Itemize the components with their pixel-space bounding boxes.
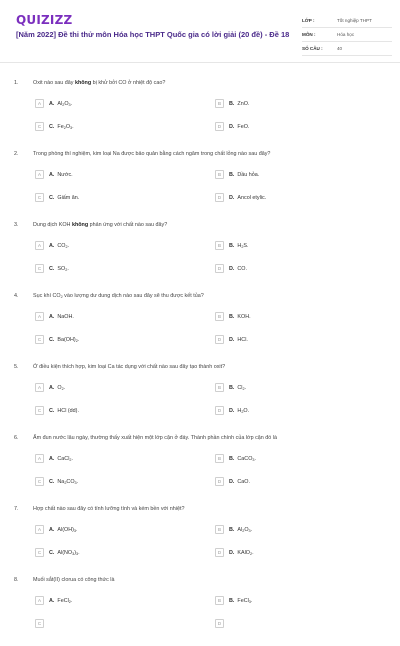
- answer-option-c[interactable]: [35, 193, 79, 202]
- option-letter: B.: [229, 526, 235, 533]
- option-checkbox[interactable]: D: [215, 619, 224, 628]
- option-letter: C.: [49, 265, 55, 272]
- option-text: NaOH.: [57, 313, 74, 320]
- answer-option-a[interactable]: [35, 454, 73, 463]
- option-letter: B.: [229, 597, 235, 604]
- question-number: 5.: [14, 364, 19, 370]
- option-checkbox[interactable]: C: [35, 193, 44, 202]
- question-item: [0, 291, 400, 362]
- answer-option-c[interactable]: [35, 264, 69, 273]
- option-checkbox[interactable]: A: [35, 525, 44, 534]
- option-text: Dầu hỏa.: [237, 171, 260, 178]
- option-checkbox[interactable]: C: [35, 264, 44, 273]
- option-letter: B.: [229, 384, 235, 391]
- answer-option-d[interactable]: [215, 335, 248, 344]
- option-letter: A.: [49, 171, 55, 178]
- answer-option-b[interactable]: [215, 241, 249, 250]
- option-checkbox[interactable]: C: [35, 335, 44, 344]
- option-text: $Na_2CO_3$.: [57, 478, 79, 485]
- option-checkbox[interactable]: D: [215, 335, 224, 344]
- answer-option-d[interactable]: [215, 548, 254, 557]
- meta-value: Tốt nghiệp THPT: [337, 18, 372, 23]
- option-text: FeO.: [237, 123, 250, 130]
- option-letter: D.: [229, 336, 235, 343]
- option-checkbox[interactable]: B: [215, 99, 224, 108]
- option-letter: D.: [229, 265, 235, 272]
- option-checkbox[interactable]: B: [215, 454, 224, 463]
- option-text: $O_2$.: [57, 384, 66, 391]
- option-letter: D.: [229, 478, 235, 485]
- option-checkbox[interactable]: D: [215, 548, 224, 557]
- option-checkbox[interactable]: C: [35, 548, 44, 557]
- option-checkbox[interactable]: A: [35, 596, 44, 605]
- document-title: [Năm 2022] Đề thi thử môn Hóa học THPT Quốc gia có lời giải (20 đề) - Đề 18: [16, 30, 290, 39]
- question-item: [0, 149, 400, 220]
- option-checkbox[interactable]: B: [215, 170, 224, 179]
- option-checkbox[interactable]: A: [35, 170, 44, 179]
- answer-option-c[interactable]: [35, 406, 79, 415]
- option-text: FeCl$_2$.: [57, 597, 73, 604]
- option-checkbox[interactable]: A: [35, 99, 44, 108]
- answer-option-a[interactable]: [35, 99, 72, 108]
- option-letter: B.: [229, 171, 235, 178]
- option-text: ZnO.: [237, 100, 250, 107]
- option-letter: C.: [49, 478, 55, 485]
- option-text: $Cl_2$.: [237, 384, 247, 391]
- meta-label: MÔN :: [302, 32, 316, 37]
- answer-option-d[interactable]: [215, 477, 250, 486]
- question-item: [0, 78, 400, 149]
- question-item: [0, 433, 400, 504]
- option-text: $Al(NO_3)_3$.: [57, 549, 80, 556]
- question-text: Ấm đun nước lâu ngày, thường thấy xuất hiện một lớp cặn ở đáy. Thành phần chính của lớp cặn đó là: [33, 435, 277, 441]
- option-letter: D.: [229, 549, 235, 556]
- header-divider: [0, 62, 400, 63]
- option-letter: B.: [229, 100, 235, 107]
- question-text: Sục khí $CO_2$ vào lượng dư dung dịch nào sau đây sẽ thu được kết tủa?: [33, 293, 204, 299]
- option-checkbox[interactable]: D: [215, 264, 224, 273]
- meta-row-count: [302, 42, 392, 56]
- option-checkbox[interactable]: A: [35, 241, 44, 250]
- option-text: CaCl$_2$.: [57, 455, 73, 462]
- answer-option-c[interactable]: [35, 477, 78, 486]
- answer-option-c[interactable]: [35, 548, 80, 557]
- question-text: Trong phòng thí nghiệm, kim loại Na được bảo quản bằng cách ngâm trong chất lỏng nào sau đây?: [33, 151, 271, 157]
- option-letter: D.: [229, 123, 235, 130]
- answer-option-a[interactable]: [35, 596, 72, 605]
- answer-option-d[interactable]: [215, 193, 266, 202]
- question-number: 6.: [14, 435, 19, 441]
- answer-option-d[interactable]: [215, 264, 247, 273]
- question-text: Ở điều kiện thích hợp, kim loại Ca tác dụng với chất nào sau đây tạo thành oxit?: [33, 364, 226, 370]
- option-checkbox[interactable]: B: [215, 525, 224, 534]
- question-text: Muối sắt(II) clorua có công thức là: [33, 577, 115, 583]
- option-text: $Ba(OH)_2$.: [57, 336, 80, 343]
- option-checkbox[interactable]: A: [35, 383, 44, 392]
- option-letter: A.: [49, 100, 55, 107]
- option-letter: C.: [49, 549, 55, 556]
- question-text: Oxit nào sau đây không bị khử bởi CO ở nhiệt độ cao?: [33, 80, 166, 86]
- question-number: 7.: [14, 506, 19, 512]
- option-letter: A.: [49, 313, 55, 320]
- option-checkbox[interactable]: D: [215, 193, 224, 202]
- question-item: [0, 504, 400, 575]
- meta-label: LỚP :: [302, 18, 315, 23]
- option-letter: A.: [49, 455, 55, 462]
- option-letter: D.: [229, 407, 235, 414]
- answer-option-b[interactable]: [215, 312, 251, 321]
- option-checkbox[interactable]: C: [35, 406, 44, 415]
- answer-option-d[interactable]: [215, 406, 249, 415]
- option-letter: C.: [49, 336, 55, 343]
- answer-option-d[interactable]: [215, 122, 249, 131]
- option-text: HCl (dd).: [57, 407, 79, 414]
- option-text: FeCl$_3$.: [237, 597, 253, 604]
- option-letter: C.: [49, 123, 55, 130]
- option-letter: A.: [49, 526, 55, 533]
- option-checkbox[interactable]: D: [215, 122, 224, 131]
- meta-row-subject: [302, 28, 392, 42]
- option-letter: A.: [49, 242, 55, 249]
- option-letter: B.: [229, 455, 235, 462]
- meta-table: [302, 14, 392, 56]
- option-text: CaO.: [237, 478, 250, 485]
- answer-option-b[interactable]: [215, 170, 259, 179]
- option-letter: B.: [229, 313, 235, 320]
- option-checkbox[interactable]: D: [215, 477, 224, 486]
- option-letter: C.: [49, 407, 55, 414]
- option-checkbox[interactable]: C: [35, 477, 44, 486]
- option-checkbox[interactable]: B: [215, 241, 224, 250]
- option-text: CO.: [237, 265, 247, 272]
- option-letter: A.: [49, 384, 55, 391]
- option-text: $Al_2O_3$.: [237, 526, 253, 533]
- answer-option-b[interactable]: [215, 99, 249, 108]
- option-text: $SO_2$.: [57, 265, 69, 272]
- option-text: Giấm ăn.: [57, 194, 80, 201]
- question-number: 4.: [14, 293, 19, 299]
- question-number: 2.: [14, 151, 19, 157]
- meta-row-class: [302, 14, 392, 28]
- question-number: 8.: [14, 577, 19, 583]
- question-list: [0, 78, 400, 646]
- option-text: $Fe_2O_3$.: [57, 123, 74, 130]
- answer-option-d[interactable]: [215, 619, 229, 628]
- meta-value: Hóa học: [337, 32, 355, 37]
- meta-label: SỐ CÂU :: [302, 46, 323, 51]
- option-checkbox[interactable]: B: [215, 383, 224, 392]
- option-letter: C.: [49, 194, 55, 201]
- option-checkbox[interactable]: C: [35, 122, 44, 131]
- option-checkbox[interactable]: B: [215, 312, 224, 321]
- option-text: KAlO$_2$.: [237, 549, 254, 556]
- option-text: CaCO$_3$.: [237, 455, 256, 462]
- option-checkbox[interactable]: D: [215, 406, 224, 415]
- answer-option-a[interactable]: [35, 383, 65, 392]
- option-text: Ancol etylic.: [237, 194, 267, 201]
- question-item: [0, 575, 400, 646]
- quizizz-logo: QUIZIZZ: [16, 13, 73, 27]
- option-text: $H_2O$.: [237, 407, 250, 414]
- option-text: $CO_2$.: [57, 242, 70, 249]
- answer-option-a[interactable]: [35, 525, 78, 534]
- question-number: 1.: [14, 80, 19, 86]
- option-text: HCl.: [237, 336, 248, 343]
- answer-option-c[interactable]: [35, 122, 74, 131]
- question-item: [0, 220, 400, 291]
- page-header: [0, 0, 400, 62]
- answer-option-b[interactable]: [215, 454, 256, 463]
- option-checkbox[interactable]: A: [35, 454, 44, 463]
- option-letter: D.: [229, 194, 235, 201]
- answer-option-a[interactable]: [35, 241, 69, 250]
- question-item: [0, 362, 400, 433]
- option-checkbox[interactable]: B: [215, 596, 224, 605]
- option-checkbox[interactable]: A: [35, 312, 44, 321]
- option-letter: A.: [49, 597, 55, 604]
- answer-option-b[interactable]: [215, 383, 246, 392]
- option-text: $Al_2O_3$.: [57, 100, 73, 107]
- answer-option-a[interactable]: [35, 170, 73, 179]
- meta-value: 40: [337, 46, 343, 51]
- question-text: Hợp chất nào sau đây có tính lưỡng tính và kém bền với nhiệt?: [33, 506, 185, 512]
- question-number: 3.: [14, 222, 19, 228]
- option-text: KOH.: [237, 313, 251, 320]
- question-text: Dung dịch KOH không phản ứng với chất nào sau đây?: [33, 222, 168, 228]
- option-text: $Al(OH)_3$.: [57, 526, 78, 533]
- answer-option-b[interactable]: [215, 596, 252, 605]
- answer-option-c[interactable]: [35, 335, 79, 344]
- option-letter: B.: [229, 242, 235, 249]
- answer-option-b[interactable]: [215, 525, 252, 534]
- answer-option-a[interactable]: [35, 312, 74, 321]
- answer-option-c[interactable]: [35, 619, 49, 628]
- option-text: Nước.: [57, 171, 73, 178]
- option-checkbox[interactable]: C: [35, 619, 44, 628]
- option-text: $H_2S$.: [237, 242, 249, 249]
